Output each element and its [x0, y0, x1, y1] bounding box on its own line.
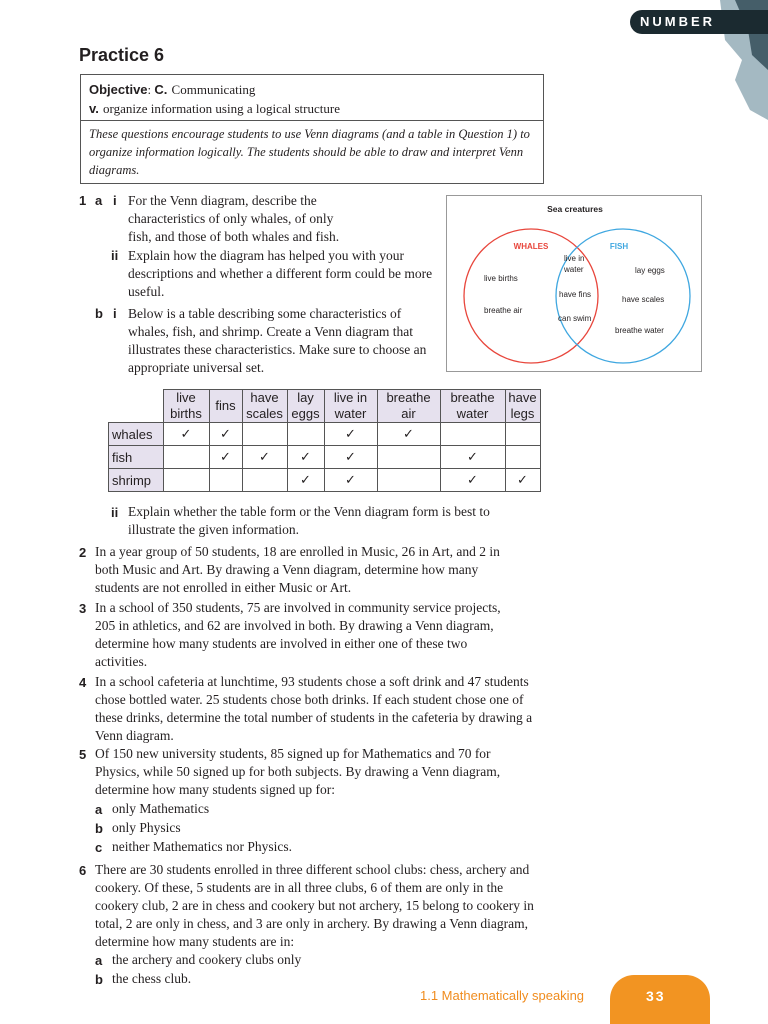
table-cell: ✓: [324, 469, 377, 492]
table-cell: ✓: [287, 446, 324, 469]
table-cell: [505, 423, 540, 446]
q6-number: 6: [79, 863, 87, 878]
table-header-row: [109, 390, 541, 423]
table-cell: ✓: [324, 423, 377, 446]
table-cell: ✓: [242, 446, 287, 469]
table-cell: [287, 423, 324, 446]
table-column-header: live births: [163, 390, 209, 423]
table-row-header: fish: [109, 446, 164, 469]
q1-a-i: i: [113, 193, 117, 208]
objective-subcode: v.: [89, 101, 99, 116]
table-cell: ✓: [163, 423, 209, 446]
table-cell: [440, 423, 505, 446]
q3-number: 3: [79, 601, 87, 616]
table-row: [109, 446, 541, 469]
q5-text: Of 150 new university students, 85 signed up for Mathematics and 70 for Physics, while 50 signed up for both subjects. By drawing a Venn diagram, determine how many students signed up for:: [95, 746, 501, 797]
venn-item: can swim: [558, 314, 592, 323]
objective-code: C.: [154, 82, 168, 97]
section-label: NUMBER: [640, 14, 716, 29]
q1-part-a: a: [95, 193, 103, 208]
table-cell: [209, 469, 242, 492]
table-column-header: live in water: [324, 390, 377, 423]
table-cell: ✓: [209, 423, 242, 446]
venn-diagram: [446, 195, 702, 372]
table-cell: ✓: [377, 423, 440, 446]
page-number: 33: [646, 988, 666, 1004]
venn-item: live births: [484, 274, 518, 283]
q5-number: 5: [79, 747, 87, 762]
q1-b-i-text: Below is a table describing some characteristics of whales, fish, and shrimp. Create a Venn diagram that illustrates these characteristics. Make sure to choose an appropriate universal set.: [128, 306, 427, 375]
q1-b-ii-text: Explain whether the table form or the Venn diagram form is best to illustrate the given information.: [128, 504, 490, 537]
characteristics-table: [108, 389, 541, 492]
page-title: Practice 6: [79, 45, 165, 65]
table-cell: ✓: [505, 469, 540, 492]
venn-item: water: [564, 265, 584, 274]
q1-a-i-text: For the Venn diagram, describe the characteristics of only whales, of only fish, and those of both whales and fish.: [128, 193, 340, 244]
venn-whales-label: WHALES: [513, 242, 549, 251]
q2-text: In a year group of 50 students, 18 are enrolled in Music, 26 in Art, and 2 in both Music and Art. By drawing a Venn diagram, determine how many students are not enrolled in either Music or Art.: [95, 544, 500, 595]
table-column-header: have legs: [505, 390, 540, 423]
objective-header: Objective: C. Communicating v. organize information using a logical structure: [81, 75, 543, 121]
objective-subtext: organize information using a logical structure: [103, 101, 340, 116]
venn-item: breathe air: [484, 306, 523, 315]
objective-box: [80, 74, 544, 184]
q1-a-ii-text: Explain how the diagram has helped you with your descriptions and whether a different form could be more useful.: [128, 248, 433, 299]
table-cell: ✓: [287, 469, 324, 492]
q2-number: 2: [79, 545, 87, 560]
q5-part-a-label: a: [95, 802, 103, 817]
objective-name: Communicating: [171, 82, 256, 97]
q5-part-c-text: neither Mathematics nor Physics.: [112, 839, 292, 854]
q1-part-b: b: [95, 306, 103, 321]
table-row: [109, 423, 541, 446]
table-row: [109, 469, 541, 492]
table-cell: [505, 446, 540, 469]
objective-note: These questions encourage students to use Venn diagrams (and a table in Question 1) to organize information logically. The students should be able to draw and interpret Venn diagrams.: [89, 127, 530, 177]
table-cell: ✓: [324, 446, 377, 469]
table-cell: [163, 446, 209, 469]
footer-section-title: 1.1 Mathematically speaking: [420, 988, 585, 1003]
venn-fish-label: FISH: [609, 242, 629, 251]
q1-number: 1: [79, 193, 87, 208]
venn-item: lay eggs: [635, 266, 665, 275]
venn-item: have fins: [559, 290, 592, 299]
q4-number: 4: [79, 675, 87, 690]
table-row-header: shrimp: [109, 469, 164, 492]
q3-text: In a school of 350 students, 75 are involved in community service projects, 205 in athletics, and 62 are involved in both. By drawing a Venn diagram, determine how many students are involved in either one of these two activities.: [95, 600, 501, 669]
q5-part-b-label: b: [95, 821, 103, 836]
table-cell: ✓: [440, 446, 505, 469]
q1-b-i: i: [113, 306, 117, 321]
table-cell: [377, 446, 440, 469]
table-column-header: fins: [209, 390, 242, 423]
q1-a-ii: ii: [111, 248, 119, 263]
q5-part-c-label: c: [95, 840, 103, 855]
table-cell: [163, 469, 209, 492]
table-column-header: have scales: [242, 390, 287, 423]
table-column-header: breathe water: [440, 390, 505, 423]
q6-part-b-label: b: [95, 972, 103, 987]
table-corner: [109, 390, 164, 423]
venn-item: live in: [564, 254, 585, 263]
table-row-header: whales: [109, 423, 164, 446]
table-cell: ✓: [209, 446, 242, 469]
q6-text: There are 30 students enrolled in three different school clubs: chess, archery and cookery. Of these, 5 students are in all three clubs, 6 of them are only in the cookery club, 2 are in chess and cookery but not archery, 15 belong to cookery in total, 2 are only in chess, and 3 are only in archery. By drawing a Venn diagram, determine how many students are in:: [95, 862, 534, 949]
table-cell: [242, 469, 287, 492]
table-cell: [377, 469, 440, 492]
q6-part-a-label: a: [95, 953, 103, 968]
objective-label: Objective: [89, 82, 148, 97]
q1-b-ii: ii: [111, 505, 119, 520]
table-cell: ✓: [440, 469, 505, 492]
q6-part-a-text: the archery and cookery clubs only: [112, 952, 302, 967]
venn-item: breathe water: [615, 326, 664, 335]
table-column-header: breathe air: [377, 390, 440, 423]
venn-title: Sea creatures: [547, 204, 603, 214]
q4-text: In a school cafeteria at lunchtime, 93 students chose a soft drink and 47 students chose bottled water. 25 students chose both drinks. If each student chose one of these drinks, determine the total number of students in the cafeteria by drawing a Venn diagram.: [95, 674, 533, 743]
q5-part-a-text: only Mathematics: [112, 801, 210, 816]
q5-part-b-text: only Physics: [112, 820, 181, 835]
table-cell: [242, 423, 287, 446]
table-column-header: lay eggs: [287, 390, 324, 423]
q6-part-b-text: the chess club.: [112, 971, 192, 986]
venn-item: have scales: [622, 295, 665, 304]
